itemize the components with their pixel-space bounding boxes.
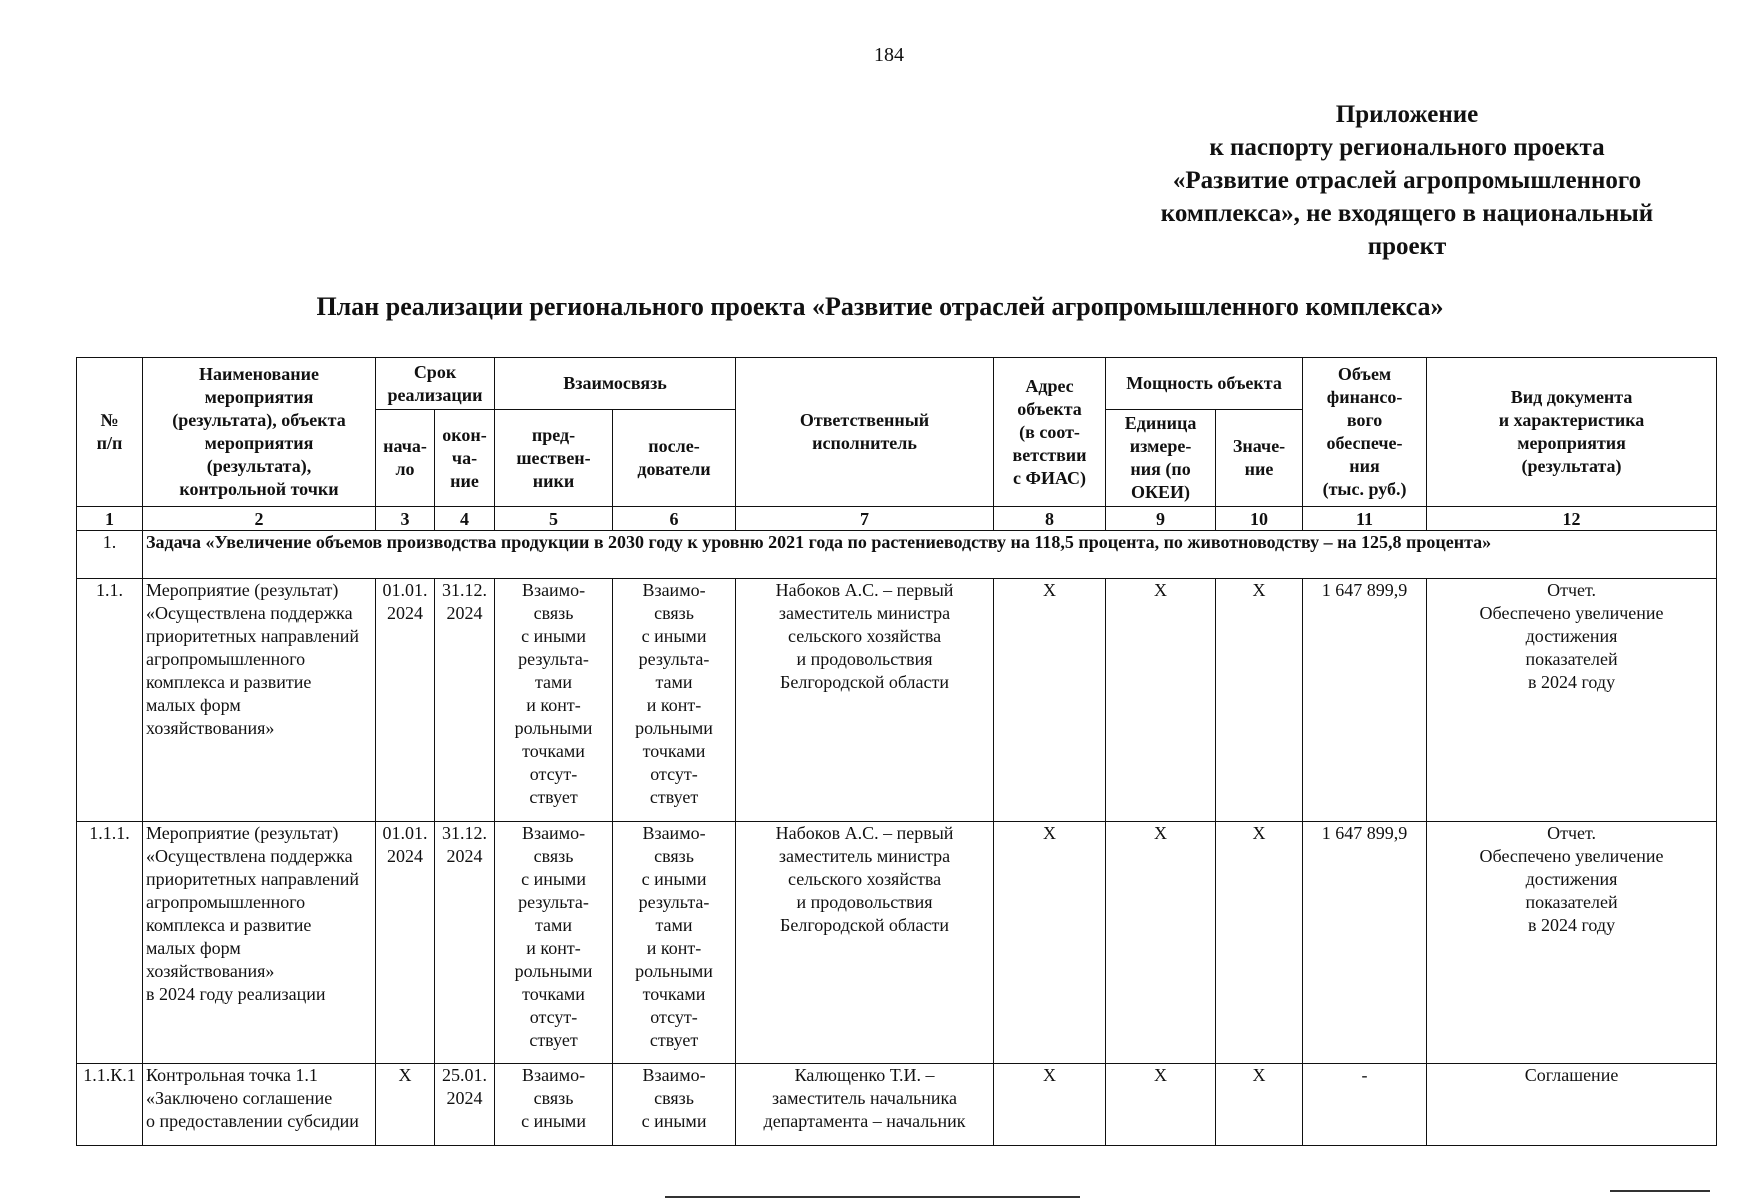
row-responsible: Набоков А.С. – первый заместитель министра сельского хозяйства и продовольствия Белгородской области [736,822,994,1064]
column-number: 4 [435,507,495,531]
row-address: X [994,1064,1106,1146]
row-number: 1.1.1. [77,822,143,1064]
header-num: № п/п [77,358,143,507]
header-successors: после- дователи [613,410,736,507]
table-row [77,579,1717,822]
header-capacity: Мощность объекта [1106,358,1303,410]
row-funding: 1 647 899,9 [1303,822,1427,1064]
row-name: Контрольная точка 1.1 «Заключено соглашение о предоставлении субсидии [143,1064,376,1146]
row-document: Отчет. Обеспечено увеличение достижения показателей в 2024 году [1427,579,1717,822]
header-document: Вид документа и характеристика мероприятия (результата) [1427,358,1717,507]
task-row [77,531,1717,579]
header-address: Адрес объекта (в соот- ветствии с ФИАС) [994,358,1106,507]
appendix-title: Приложение [1335,101,1479,128]
column-number: 1 [77,507,143,531]
row-address: X [994,822,1106,1064]
row-start-date: 01.01. 2024 [376,579,435,822]
row-predecessors: Взаимо- связь с иными [495,1064,613,1146]
table-row [77,1064,1717,1146]
row-unit: X [1106,822,1216,1064]
row-funding: 1 647 899,9 [1303,579,1427,822]
row-predecessors: Взаимо- связь с иными результа- тами и конт- рольными точками отсут- ствует [495,579,613,822]
column-number: 2 [143,507,376,531]
column-number: 10 [1216,507,1303,531]
page-footer-rule [1610,1190,1710,1192]
row-end-date: 25.01. 2024 [435,1064,495,1146]
column-number: 7 [736,507,994,531]
header-funding: Объем финансо- вого обеспече- ния (тыс. руб.) [1303,358,1427,507]
column-number: 8 [994,507,1106,531]
row-responsible: Калющенко Т.И. – заместитель начальника департамента – начальник [736,1064,994,1146]
header-end: окон- ча- ние [435,410,495,507]
header-start: нача- ло [376,410,435,507]
header-predecessors: пред- шествен- ники [495,410,613,507]
appendix-subtitle: к паспорту регионального проекта «Развитие отраслей агропромышленного комплекса», не входящего в национальный проект [1160,134,1654,260]
row-name: Мероприятие (результат) «Осуществлена поддержка приоритетных направлений агропромышленного комплекса и развитие малых форм хозяйствования» в 2024 году реализации [143,822,376,1064]
row-start-date: X [376,1064,435,1146]
row-successors: Взаимо- связь с иными [613,1064,736,1146]
row-number: 1.1. [77,579,143,822]
row-document: Соглашение [1427,1064,1717,1146]
page-footer-rule [665,1196,1080,1198]
header-term: Срок реализации [376,358,495,410]
page-number: 184 [874,44,904,66]
row-start-date: 01.01. 2024 [376,822,435,1064]
column-number: 6 [613,507,736,531]
table-row [77,822,1717,1064]
row-successors: Взаимо- связь с иными результа- тами и конт- рольными точками отсут- ствует [613,822,736,1064]
row-unit: X [1106,579,1216,822]
row-address: X [994,579,1106,822]
header-responsible: Ответственный исполнитель [736,358,994,507]
column-number: 5 [495,507,613,531]
row-number: 1.1.К.1 [77,1064,143,1146]
row-end-date: 31.12. 2024 [435,822,495,1064]
appendix-heading [1112,98,1702,263]
row-responsible: Набоков А.С. – первый заместитель министра сельского хозяйства и продовольствия Белгородской области [736,579,994,822]
row-successors: Взаимо- связь с иными результа- тами и конт- рольными точками отсут- ствует [613,579,736,822]
row-value: X [1216,822,1303,1064]
row-name: Мероприятие (результат) «Осуществлена поддержка приоритетных направлений агропромышленного комплекса и развитие малых форм хозяйствования» [143,579,376,822]
header-link: Взаимосвязь [495,358,736,410]
column-number-row [77,507,1717,531]
header-name: Наименование мероприятия (результата), объекта мероприятия (результата), контрольной точки [143,358,376,507]
task-number: 1. [77,531,143,579]
row-document: Отчет. Обеспечено увеличение достижения показателей в 2024 году [1427,822,1717,1064]
row-predecessors: Взаимо- связь с иными результа- тами и конт- рольными точками отсут- ствует [495,822,613,1064]
row-funding: - [1303,1064,1427,1146]
row-value: X [1216,579,1303,822]
column-number: 11 [1303,507,1427,531]
column-number: 3 [376,507,435,531]
row-end-date: 31.12. 2024 [435,579,495,822]
header-unit: Единица измере- ния (по ОКЕИ) [1106,410,1216,507]
header-value: Значе- ние [1216,410,1303,507]
row-value: X [1216,1064,1303,1146]
row-unit: X [1106,1064,1216,1146]
plan-table [76,357,1717,1146]
column-number: 12 [1427,507,1717,531]
column-number: 9 [1106,507,1216,531]
plan-title: План реализации регионального проекта «Развитие отраслей агропромышленного комплекса» [316,292,1444,321]
task-text: Задача «Увеличение объемов производства продукции в 2030 году к уровню 2021 года по растениеводству на 118,5 процента, по животноводству – на 125,8 процента» [143,531,1717,579]
